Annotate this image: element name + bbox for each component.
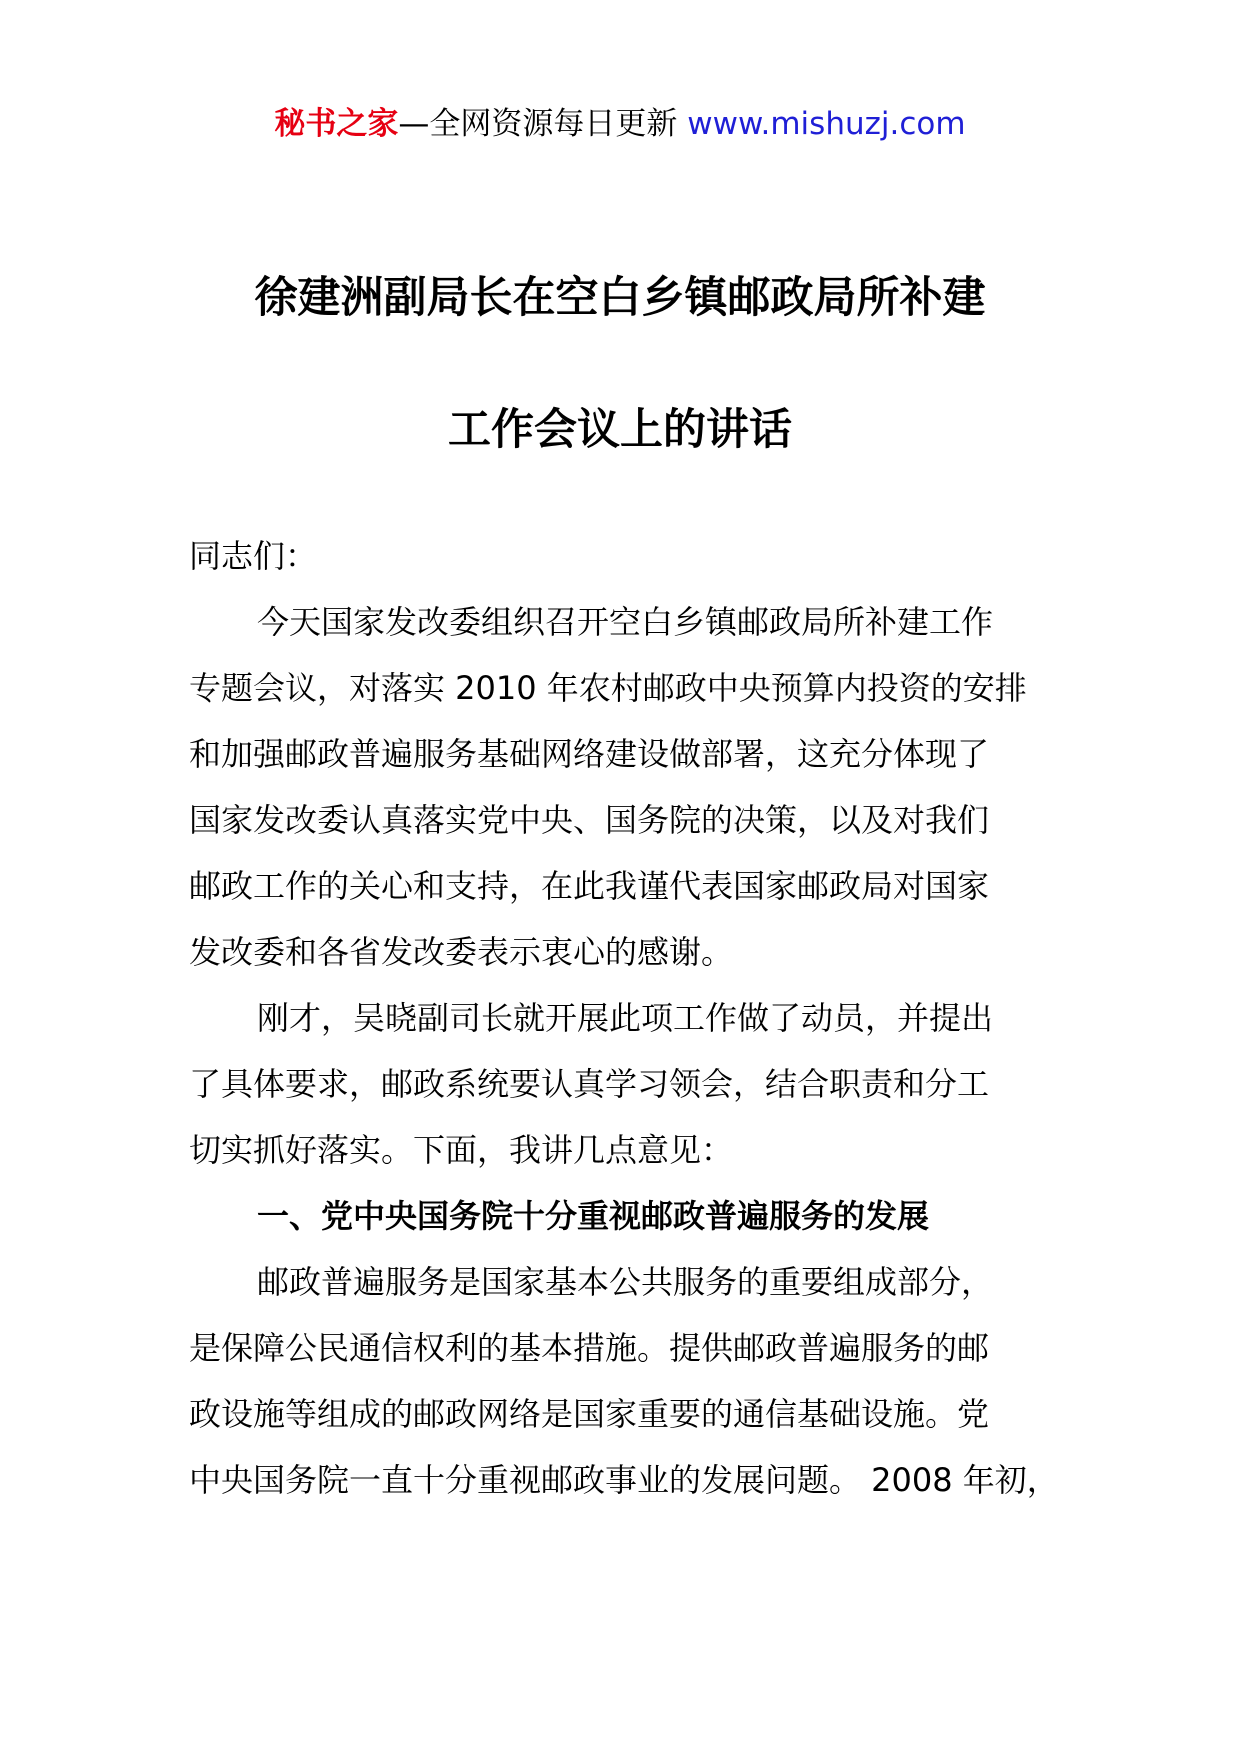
paragraph-1-line: 和加强邮政普遍服务基础网络建设做部署，这充分体现了 (189, 735, 990, 773)
paragraph-2-line: 刚才，吴晓副司长就开展此项工作做了动员，并提出 (257, 999, 994, 1037)
paragraph-1-line: 专题会议，对落实 2010 年农村邮政中央预算内投资的安排 (189, 669, 1027, 707)
paragraph-1-line: 国家发改委认真落实党中央、国务院的决策，以及对我们 (189, 801, 990, 839)
paragraph-1-line: 邮政工作的关心和支持，在此我谨代表国家邮政局对国家 (189, 867, 990, 905)
site-banner (0, 100, 1240, 148)
paragraph-3-line: 政设施等组成的邮政网络是国家重要的通信基础设施。党 (189, 1395, 990, 1433)
paragraph-3-line: 中央国务院一直十分重视邮政事业的发展问题。 2008 年初， (189, 1461, 1059, 1499)
brand-name: 秘书之家 (274, 106, 399, 142)
document-title-line-1: 徐建洲副局长在空白乡镇邮政局所补建 (254, 273, 986, 323)
paragraph-3-line: 是保障公民通信权利的基本措施。提供邮政普遍服务的邮 (189, 1329, 990, 1367)
banner-tagline: —全网资源每日更新 (398, 106, 688, 142)
paragraph-2-line: 了具体要求，邮政系统要认真学习领会，结合职责和分工 (189, 1065, 990, 1103)
document-title-line-2: 工作会议上的讲话 (448, 405, 792, 455)
section-heading-1: 一、党中央国务院十分重视邮政普遍服务的发展 (257, 1197, 930, 1235)
document-body (189, 523, 1069, 1513)
paragraph-1-line: 发改委和各省发改委表示衷心的感谢。 (189, 933, 734, 971)
greeting: 同志们： (189, 537, 318, 575)
paragraph-1-line: 今天国家发改委组织召开空白乡镇邮政局所补建工作 (257, 603, 994, 641)
site-url-link[interactable]: www.mishuzj.com (687, 106, 966, 142)
paragraph-2-line: 切实抓好落实。下面，我讲几点意见： (189, 1131, 734, 1169)
paragraph-3-line: 邮政普遍服务是国家基本公共服务的重要组成部分， (257, 1263, 994, 1301)
